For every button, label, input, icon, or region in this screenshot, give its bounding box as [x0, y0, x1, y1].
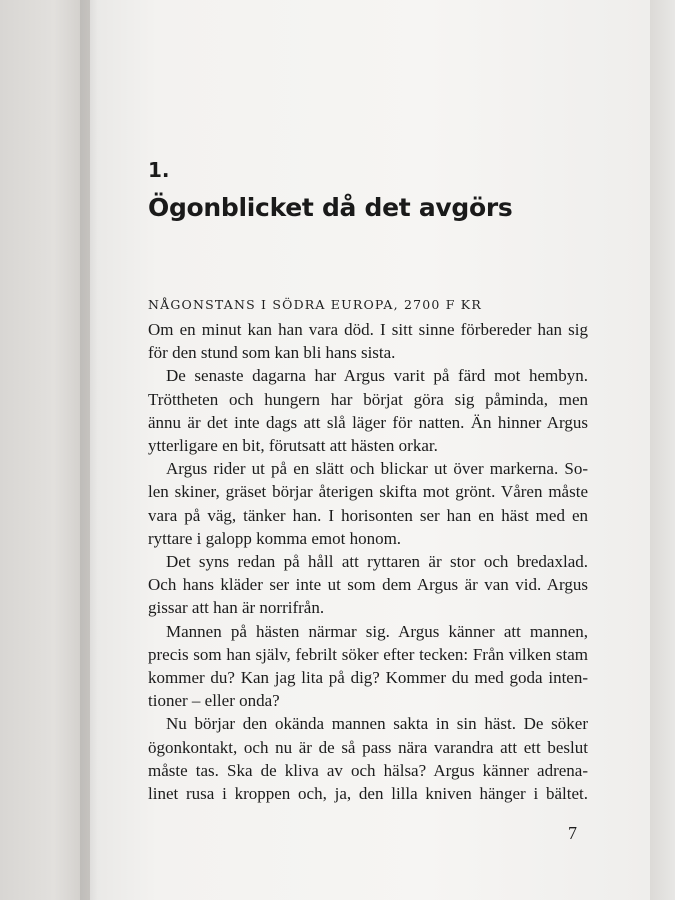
text-line: Mannen på hästen närmar sig. Argus känner att mannen,	[166, 621, 588, 641]
text-line: Tröttheten och hungern har börjat göra sig påminda, men	[148, 389, 588, 409]
text-line: gissar att han är norrifrån.	[148, 598, 325, 618]
text-line: Om en minut kan han vara död. I sitt sinne förbereder han sig	[148, 320, 588, 339]
text-line: len skiner, gräset börjar återigen skifta mot grönt. Våren måste	[148, 482, 588, 502]
text-line: precis som han själv, febrilt söker efter tecken: Från vilken stam	[148, 644, 588, 664]
text-line: måste tas. Ska de kliva av och hälsa? Argus känner adrena-	[148, 760, 588, 780]
text-line: för den stund som kan bli hans sista.	[148, 343, 396, 363]
text-line: Och hans kläder ser inte ut som dem Argus är van vid. Argus	[148, 575, 588, 595]
page-number: 7	[568, 823, 577, 843]
text-line: ögonkontakt, och nu är de så pass nära varandra att ett beslut	[148, 737, 588, 757]
page-edge	[650, 0, 675, 900]
facing-page-edge	[0, 0, 90, 900]
text-line: ytterligare en bit, förutsatt att hästen orkar.	[148, 436, 438, 456]
text-line: ännu är det inte dags att slå läger för natten. Än hinner Argus	[148, 412, 588, 432]
text-line: Argus rider ut på en slätt och blickar ut över markerna. So-	[166, 459, 588, 479]
paragraph-1	[148, 318, 588, 364]
text-line: vara på väg, tänker han. I horisonten ser han en häst med en	[148, 505, 588, 525]
text-line: Det syns redan på håll att ryttaren är stor och bredaxlad.	[166, 552, 588, 572]
book-gutter	[80, 0, 98, 900]
paragraph-4	[148, 550, 588, 620]
chapter-number: 1.	[148, 158, 170, 182]
text-line: linet rusa i kroppen och, ja, den lilla kniven hänger i bältet.	[148, 784, 588, 804]
text-line: ryttare i galopp komma emot honom.	[148, 528, 402, 548]
body-text	[148, 318, 588, 805]
chapter-title: Ögonblicket då det avgörs	[148, 193, 513, 222]
paragraph-3	[148, 457, 588, 550]
paragraph-6	[148, 712, 588, 805]
paragraph-5	[148, 620, 588, 713]
text-line: tioner – eller onda?	[148, 691, 280, 711]
paragraph-2	[148, 364, 588, 457]
text-line: kommer du? Kan jag lita på dig? Kommer du med goda inten-	[148, 668, 588, 688]
text-line: Nu börjar den okända mannen sakta in sin häst. De söker	[166, 714, 588, 734]
text-line: De senaste dagarna har Argus varit på färd mot hembyn.	[166, 366, 588, 386]
section-heading: NÅGONSTANS I SÖDRA EUROPA, 2700 F KR	[148, 297, 482, 312]
